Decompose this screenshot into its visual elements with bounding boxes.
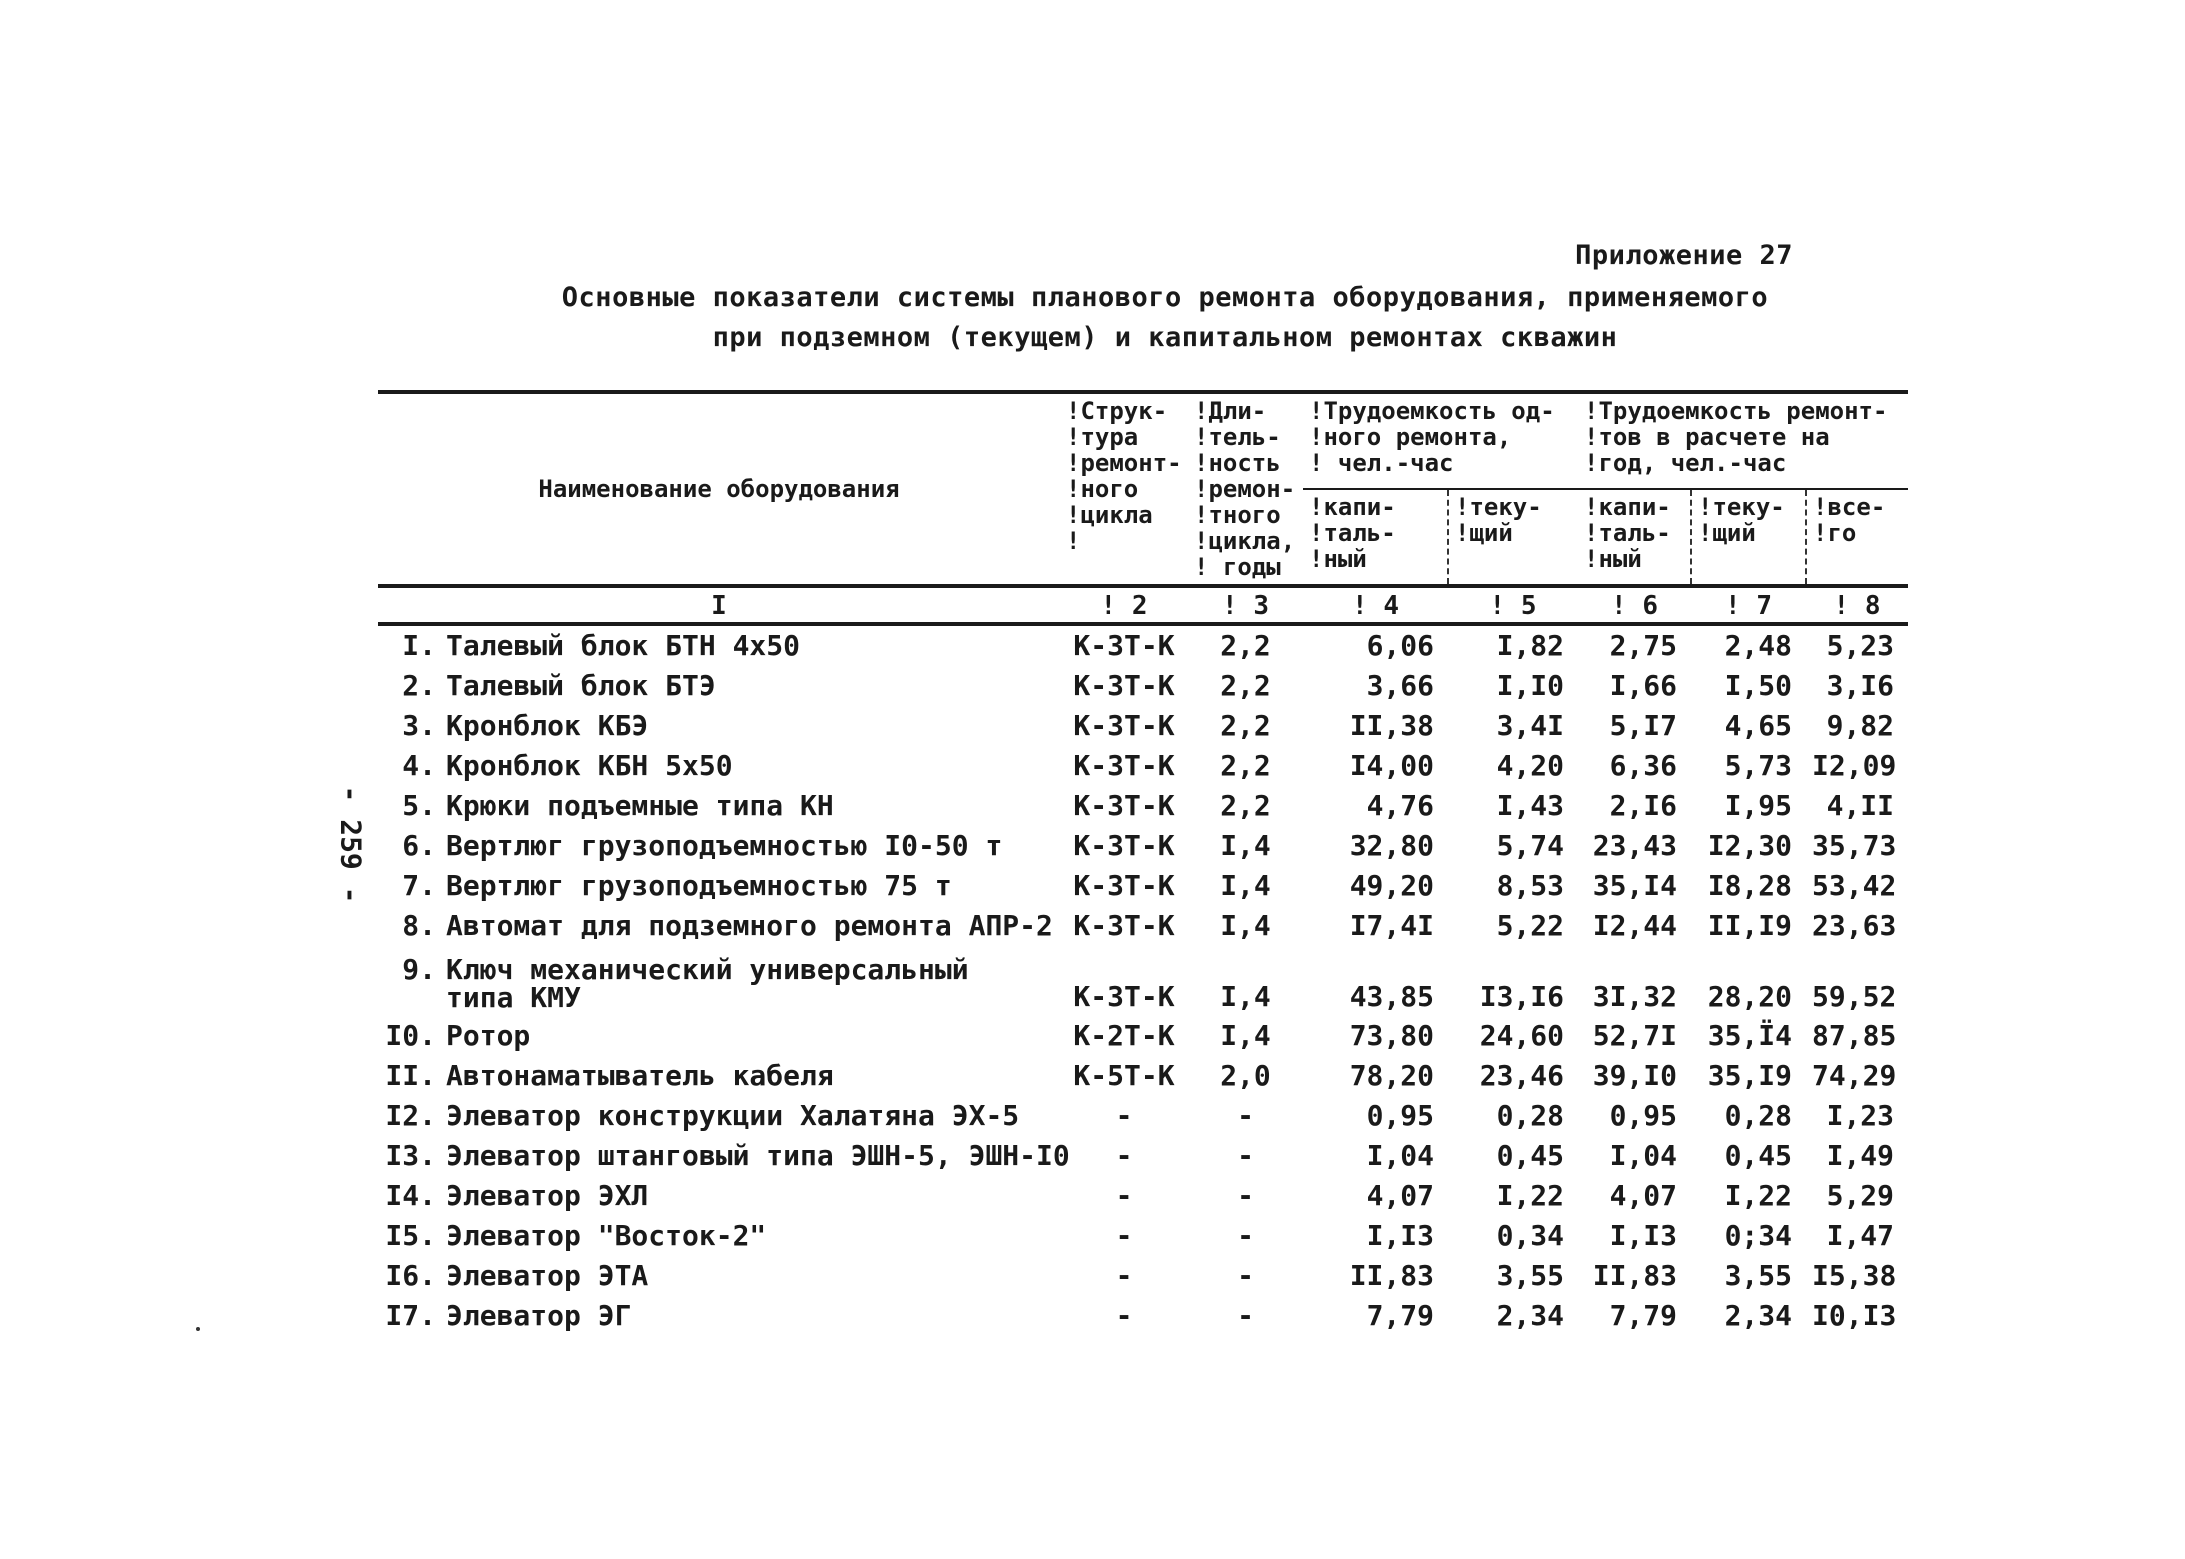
header-capital-2: !капи- !таль- !ный [1578, 489, 1691, 586]
row-number: 9. [402, 953, 436, 986]
labor-year-capital: 23,43 [1592, 829, 1678, 862]
header-labor-one-repair: !Трудоемкость од- !ного ремонта, ! чел.-час [1303, 392, 1578, 489]
header-duration: !Дли- !тель- !ность !ремон- !тного !цикла, ! годы [1188, 392, 1303, 586]
labor-year-current: II,I9 [1707, 909, 1793, 942]
equipment-name: Автомат для подземного ремонта АПР-2 [446, 909, 1053, 942]
repair-cycle-duration: - [1237, 1179, 1254, 1212]
labor-one-capital: 73,80 [1349, 1019, 1434, 1052]
row-number: I6. [385, 1259, 436, 1292]
table-row [378, 1176, 1908, 1216]
table-row [378, 1056, 1908, 1096]
equipment-name: Талевый блок БТЭ [446, 669, 716, 702]
repair-cycle-structure: К-3Т-К [1073, 829, 1175, 862]
equipment-name: Кронблок КБН 5х50 [446, 749, 733, 782]
table-row [378, 706, 1908, 746]
table-row [378, 826, 1908, 866]
equipment-name-cell [378, 746, 1060, 786]
labor-year-total: 9,82 [1826, 709, 1895, 742]
labor-year-total: I5,38 [1812, 1259, 1897, 1292]
labor-year-total: 5,29 [1826, 1179, 1895, 1212]
repair-cycle-duration: 2,2 [1220, 789, 1271, 822]
column-number-2: ! 2 [1060, 586, 1188, 624]
labor-year-current: 2,34 [1724, 1299, 1793, 1332]
table-row [378, 1096, 1908, 1136]
row-number: I5. [385, 1219, 436, 1252]
row-number: 7. [402, 869, 436, 902]
header-current-1: !теку- !щий [1448, 489, 1578, 586]
labor-one-capital: 3,66 [1366, 669, 1434, 702]
repair-cycle-duration: 2,2 [1220, 709, 1271, 742]
equipment-name-cell [378, 1136, 1070, 1176]
labor-year-current: 0;34 [1724, 1219, 1793, 1252]
repair-cycle-duration: - [1237, 1299, 1254, 1332]
labor-year-current: 2,48 [1724, 629, 1793, 662]
repair-cycle-structure: - [1115, 1299, 1133, 1332]
labor-year-current: 35,I9 [1707, 1059, 1793, 1092]
table-row [378, 1136, 1908, 1176]
repair-cycle-duration: I,4 [1220, 869, 1271, 902]
repair-cycle-structure: К-3Т-К [1073, 869, 1175, 902]
repair-cycle-structure: К-3Т-К [1073, 749, 1175, 782]
column-number-3: ! 3 [1188, 586, 1303, 624]
row-number: 6. [402, 829, 436, 862]
row-number: 5. [402, 789, 436, 822]
equipment-name-cell [378, 786, 1060, 826]
labor-year-total: I,49 [1826, 1139, 1895, 1172]
labor-one-current: 23,46 [1479, 1059, 1565, 1092]
repair-cycle-duration: 2,2 [1220, 629, 1271, 662]
equipment-name-cell [378, 1096, 1060, 1136]
labor-year-capital: 7,79 [1609, 1299, 1678, 1332]
labor-year-capital: I,66 [1609, 669, 1678, 702]
header-labor-per-year: !Трудоемкость ремонт- !тов в расчете на !год, чел.-час [1578, 392, 1908, 489]
labor-year-current: 4,65 [1724, 709, 1793, 742]
repair-cycle-duration: I,4 [1220, 1019, 1271, 1052]
repair-cycle-structure: - [1115, 1139, 1133, 1172]
labor-one-current: I,43 [1496, 789, 1565, 822]
labor-one-current: 24,60 [1479, 1019, 1565, 1052]
labor-year-current: 35,Ї4 [1707, 1019, 1793, 1052]
equipment-name-cell [378, 1216, 1060, 1256]
labor-year-total: 23,63 [1812, 909, 1897, 942]
repair-cycle-structure: К-3Т-К [1073, 629, 1175, 662]
labor-year-capital: I,I3 [1609, 1219, 1678, 1252]
row-number: II. [385, 1059, 436, 1092]
document-title-line-2: при подземном (текущем) и капитальном ремонтах скважин [712, 322, 1618, 353]
table-row [378, 906, 1908, 946]
labor-one-current: I3,I6 [1479, 980, 1565, 1013]
repair-cycle-duration: - [1237, 1259, 1254, 1292]
labor-one-current: I,82 [1496, 629, 1565, 662]
labor-year-current: I8,28 [1707, 869, 1793, 902]
equipment-name-cell [378, 706, 1060, 746]
equipment-name-cell [378, 1296, 1060, 1336]
labor-one-capital: 43,85 [1349, 980, 1434, 1013]
labor-one-current: 0,45 [1496, 1139, 1565, 1172]
labor-one-current: 4,20 [1496, 749, 1565, 782]
column-number-5: ! 5 [1448, 586, 1578, 624]
labor-year-total: I,47 [1826, 1219, 1895, 1252]
column-number-1: I [378, 586, 1060, 624]
equipment-name: Ключ механический универсальный [446, 953, 969, 986]
equipment-repair-table [378, 390, 1908, 1336]
labor-year-total: 4,II [1826, 789, 1895, 822]
equipment-name: Элеватор ЭГ [446, 1299, 632, 1332]
repair-cycle-duration: I,4 [1220, 909, 1271, 942]
labor-year-current: 5,73 [1724, 749, 1793, 782]
labor-one-capital: II,38 [1349, 709, 1434, 742]
column-number-6: ! 6 [1578, 586, 1691, 624]
labor-one-capital: II,83 [1349, 1259, 1434, 1292]
labor-one-current: 3,4I [1496, 709, 1565, 742]
labor-one-current: 0,34 [1496, 1219, 1565, 1252]
equipment-name: Элеватор "Восток-2" [446, 1219, 767, 1252]
equipment-name: Элеватор ЭХЛ [446, 1179, 649, 1212]
labor-one-capital: 49,20 [1349, 869, 1434, 902]
header-capital-1: !капи- !таль- !ный [1303, 489, 1448, 586]
table-row [378, 666, 1908, 706]
equipment-name: Талевый блок БТН 4х50 [446, 629, 801, 662]
equipment-name: Крюки подъемные типа КН [446, 789, 834, 822]
equipment-name-cell [378, 1256, 1060, 1296]
header-equipment-name: Наименование оборудования [378, 392, 1060, 586]
equipment-name-cell [378, 666, 1060, 706]
labor-year-capital: 39,I0 [1592, 1059, 1678, 1092]
row-number: 3. [402, 709, 436, 742]
equipment-name-cell [378, 906, 1060, 946]
equipment-name: Автонаматыватель кабеля [446, 1059, 834, 1092]
labor-year-current: 28,20 [1707, 980, 1793, 1013]
header-total: !все- !го [1806, 489, 1908, 586]
repair-cycle-duration: - [1237, 1139, 1254, 1172]
labor-year-total: 3,I6 [1826, 669, 1895, 702]
labor-one-current: 8,53 [1496, 869, 1565, 902]
equipment-name: Ротор [446, 1019, 531, 1052]
repair-cycle-duration: 2,2 [1220, 749, 1271, 782]
labor-year-capital: 35,I4 [1592, 869, 1678, 902]
equipment-name-cell [378, 866, 1060, 906]
labor-one-current: 5,22 [1496, 909, 1565, 942]
repair-cycle-duration: I,4 [1220, 980, 1271, 1013]
row-number: I4. [385, 1179, 436, 1212]
repair-cycle-duration: 2,2 [1220, 669, 1271, 702]
row-number: I3. [385, 1139, 436, 1172]
labor-one-capital: 4,07 [1366, 1179, 1434, 1212]
row-number: 8. [402, 909, 436, 942]
equipment-name: Элеватор штанговый типа ЭШН-5, ЭШН-I0 [446, 1139, 1070, 1172]
labor-one-capital: 7,79 [1366, 1299, 1434, 1332]
labor-one-current: 0,28 [1496, 1099, 1565, 1132]
labor-one-capital: I,04 [1366, 1139, 1434, 1172]
labor-year-total: 59,52 [1812, 980, 1897, 1013]
labor-year-total: I2,09 [1812, 749, 1897, 782]
repair-cycle-structure: К-2Т-К [1073, 1019, 1175, 1052]
repair-cycle-structure: - [1115, 1179, 1133, 1212]
labor-one-capital: 78,20 [1349, 1059, 1434, 1092]
equipment-name-cell [378, 1016, 1060, 1056]
labor-year-capital: 2,I6 [1609, 789, 1678, 822]
labor-year-capital: 5,I7 [1609, 709, 1678, 742]
repair-cycle-structure: К-3Т-К [1073, 909, 1175, 942]
labor-one-capital: I7,4I [1349, 909, 1434, 942]
labor-one-capital: 6,06 [1366, 629, 1434, 662]
labor-year-total: I0,I3 [1812, 1299, 1897, 1332]
equipment-name-cell [378, 826, 1060, 866]
row-number: I7. [385, 1299, 436, 1332]
labor-one-capital: 32,80 [1349, 829, 1434, 862]
row-number: 2. [402, 669, 436, 702]
labor-year-current: I2,30 [1707, 829, 1793, 862]
row-number: 4. [402, 749, 436, 782]
labor-year-capital: 52,7I [1592, 1019, 1678, 1052]
table-row [378, 746, 1908, 786]
labor-year-current: 0,45 [1724, 1139, 1793, 1172]
labor-year-total: 35,73 [1812, 829, 1897, 862]
labor-year-capital: I2,44 [1592, 909, 1678, 942]
equipment-name: Элеватор ЭТА [446, 1259, 649, 1292]
labor-year-current: I,95 [1724, 789, 1793, 822]
scan-speck [196, 1327, 200, 1331]
equipment-name-cell [378, 624, 1060, 666]
labor-one-current: I,I0 [1496, 669, 1565, 702]
row-number: I. [402, 629, 436, 662]
equipment-name: Кронблок КБЭ [446, 709, 649, 742]
labor-year-capital: I,04 [1609, 1139, 1678, 1172]
labor-one-capital: I,I3 [1366, 1219, 1434, 1252]
labor-one-current: I,22 [1496, 1179, 1565, 1212]
repair-cycle-duration: I,4 [1220, 829, 1271, 862]
repair-cycle-duration: - [1237, 1099, 1254, 1132]
equipment-name-cell [378, 1056, 1060, 1096]
labor-one-current: 3,55 [1496, 1259, 1565, 1292]
document-title-line-1: Основные показатели системы планового ремонта оборудования, применяемого [561, 282, 1769, 313]
repair-cycle-structure: - [1115, 1219, 1133, 1252]
repair-cycle-structure: К-3Т-К [1073, 789, 1175, 822]
labor-year-total: I,23 [1826, 1099, 1895, 1132]
table-row [378, 624, 1908, 666]
labor-one-current: 5,74 [1496, 829, 1565, 862]
column-number-7: ! 7 [1691, 586, 1806, 624]
table-row [378, 1016, 1908, 1056]
column-number-4: ! 4 [1303, 586, 1448, 624]
labor-one-capital: 0,95 [1366, 1099, 1434, 1132]
labor-one-capital: 4,76 [1366, 789, 1434, 822]
labor-one-capital: I4,00 [1349, 749, 1434, 782]
labor-year-current: I,50 [1724, 669, 1793, 702]
labor-year-current: 3,55 [1724, 1259, 1793, 1292]
table-row [378, 1256, 1908, 1296]
equipment-name: Вертлюг грузоподъемностью 75 т [446, 869, 952, 902]
labor-year-capital: 4,07 [1609, 1179, 1678, 1212]
labor-year-capital: 0,95 [1609, 1099, 1678, 1132]
table-row [378, 1296, 1908, 1336]
labor-year-current: 0,28 [1724, 1099, 1793, 1132]
row-number: I2. [385, 1099, 436, 1132]
labor-year-capital: 6,36 [1609, 749, 1678, 782]
repair-cycle-structure: К-3Т-К [1073, 980, 1175, 1013]
table-row [378, 786, 1908, 826]
equipment-name: Элеватор конструкции Халатяна ЭХ-5 [446, 1099, 1020, 1132]
labor-year-capital: 2,75 [1609, 629, 1678, 662]
column-number-8: ! 8 [1806, 586, 1908, 624]
labor-year-total: 53,42 [1812, 869, 1897, 902]
repair-cycle-structure: К-3Т-К [1073, 709, 1175, 742]
repair-cycle-structure: - [1115, 1259, 1133, 1292]
header-structure: !Струк- !тура !ремонт- !ного !цикла ! [1060, 392, 1188, 586]
table-row [378, 866, 1908, 906]
page-number: - 259 - [334, 785, 368, 904]
labor-year-current: I,22 [1724, 1179, 1793, 1212]
equipment-name-cell [378, 946, 1060, 1016]
repair-cycle-structure: К-5Т-К [1073, 1059, 1175, 1092]
table-row [378, 1216, 1908, 1256]
row-number: I0. [385, 1019, 436, 1052]
repair-cycle-structure: - [1115, 1099, 1133, 1132]
labor-one-current: 2,34 [1496, 1299, 1565, 1332]
labor-year-capital: II,83 [1592, 1259, 1678, 1292]
equipment-name: Вертлюг грузоподъемностью I0-50 т [446, 829, 1003, 862]
labor-year-capital: 3I,32 [1592, 980, 1678, 1013]
appendix-label: Приложение 27 [1575, 240, 1793, 271]
repair-cycle-duration: 2,0 [1220, 1059, 1271, 1092]
labor-year-total: 74,29 [1812, 1059, 1897, 1092]
repair-cycle-structure: К-3Т-К [1073, 669, 1175, 702]
labor-year-total: 5,23 [1826, 629, 1895, 662]
equipment-name-line-2: типа КМУ [446, 981, 581, 1014]
repair-cycle-duration: - [1237, 1219, 1254, 1252]
header-current-2: !теку- !щий [1691, 489, 1806, 586]
labor-year-total: 87,85 [1812, 1019, 1897, 1052]
equipment-name-cell [378, 1176, 1060, 1216]
table-row [378, 946, 1908, 1016]
